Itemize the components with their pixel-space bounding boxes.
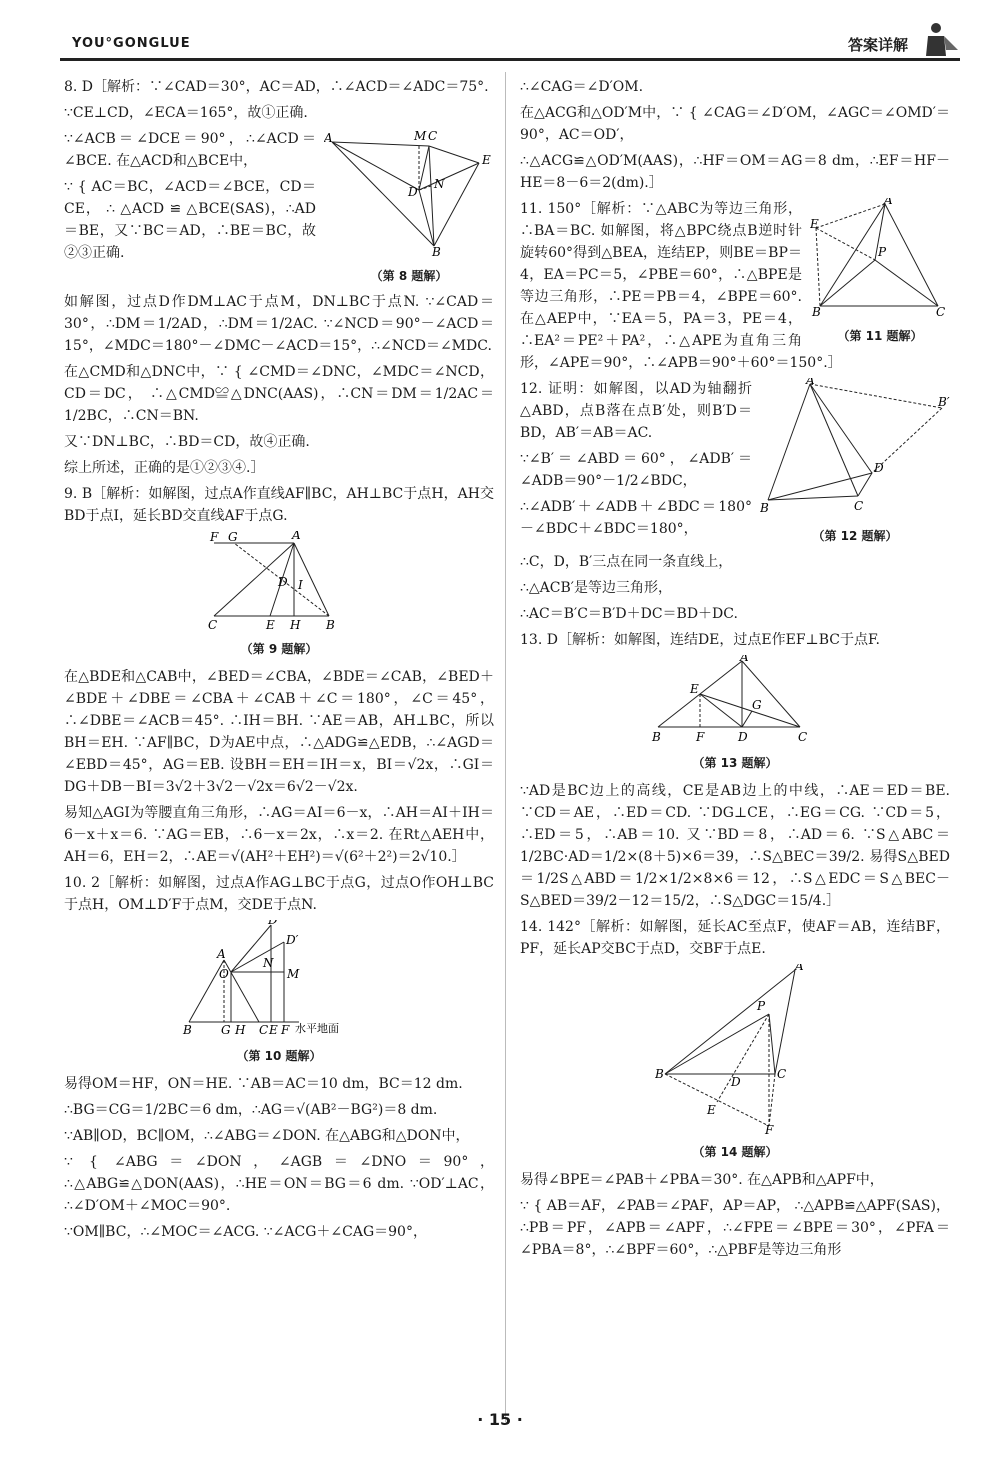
q9-line: 易知△AGI为等腰直角三角形，∴AG＝AI＝6－x，∴AH＝AI＋IH＝6－x＋x＝6. ∵AG＝EB，∴6－x＝2x，∴x＝2. 在Rt△AEH中，AH＝6，EH＝2，∴AE＝√(AH²＋EH²)＝√(6²＋2²)＝2√10.］ [64, 805, 494, 865]
q10-line: 在△ACG和△OD′M中，∵ { ∠CAG＝∠D′OM，∠AGC＝∠OMD′＝90°，AC＝OD′， [520, 105, 950, 143]
figure-caption: （第 13 题解） [692, 756, 778, 770]
section-title: 答案详解 [847, 36, 908, 54]
svg-text:A: A [806, 378, 815, 387]
page-number: · 15 · [477, 1410, 523, 1429]
svg-text:H: H [235, 1023, 246, 1037]
q8-line: 8. D［解析：∵∠CAD＝30°，AC＝AD，∴∠ACD＝∠ADC＝75°. [64, 79, 489, 95]
svg-text:B: B [326, 618, 335, 631]
q12-line: ∴∠ADB′＋∠ADB＋∠BDC＝180°－∠BDC＋∠BDC＝180°， [520, 499, 752, 537]
figure-caption: （第 9 题解） [240, 642, 318, 656]
svg-text:G: G [221, 1023, 231, 1037]
q14-line: 14. 142°［解析：如解图，延长AC至点F，使AF＝AB，连结BF，PF，延长AP交BC于点D，交BF于点E. [520, 919, 950, 957]
figure-q12 [760, 378, 950, 547]
svg-text:B′: B′ [938, 395, 950, 409]
figure-q14 [520, 964, 950, 1163]
svg-text:E: E [482, 153, 491, 167]
svg-text:B: B [183, 1023, 192, 1037]
q9-line: 在△BDE和△CAB中，∠BED＝∠CBA，∠BDE＝∠CAB，∠BED＋∠BDE＋∠DBE＝∠CBA＋∠CAB＋∠C＝180°，∠C＝45°，∴∠DBE＝∠ACB＝45°. ∴IH＝BH. ∵AE＝AB，AH⊥BC，所以BH＝EH. ∵AF∥BC，D为AE中点，∴△ADG≌△EDB，∴∠AGD＝∠EBD＝45°，AG＝EB. 设BH＝EH＝IH＝x，BI＝√2x，∴GI＝DG＋DB－BI＝3√2＋3√2－√2x＝6√2－√2x. [64, 669, 494, 795]
q8-line: 如解图，过点D作DM⊥AC于点M，DN⊥BC于点N. ∵∠CAD＝30°，∴DM＝1/2AD，∴DM＝1/2AC. ∵∠NCD＝90°－∠ACD＝15°，∠MDC＝180°－∠DMC－∠ACD＝15°，∴∠NCD＝∠MDC. [64, 294, 494, 354]
q10-line: 易得OM＝HF，ON＝HE. ∵AB＝AC＝10 dm，BC＝12 dm. [64, 1076, 463, 1092]
q10-line: ∵OM∥BC，∴∠MOC＝∠ACG. ∵∠ACG＋∠CAG＝90°， [64, 1224, 427, 1240]
svg-text:D: D [874, 461, 884, 475]
q10-line: ∵AB∥OD，BC∥OM，∴∠ABG＝∠DON. 在△ABG和△DON中， [64, 1128, 470, 1144]
svg-text:A: A [217, 947, 226, 961]
svg-text:A: A [884, 198, 893, 207]
svg-text:B: B [655, 1067, 664, 1081]
figure-caption: （第 8 题解） [370, 269, 448, 283]
svg-text:C: C [854, 499, 864, 513]
q14-line: 易得∠BPE＝∠PAB＋∠PBA＝30°. 在△APB和△APF中， [520, 1172, 884, 1188]
q12-line: ∴C，D，B′三点在同一条直线上， [520, 554, 733, 570]
svg-text:E: E [690, 682, 699, 696]
svg-text:F: F [696, 730, 705, 744]
page-header [60, 26, 960, 60]
q8-line: 又∵DN⊥BC，∴BD＝CD，故④正确. [64, 434, 310, 450]
q13-diagram [650, 655, 820, 745]
svg-text:I: I [298, 578, 303, 592]
figure-caption: （第 12 题解） [812, 529, 898, 543]
svg-text:A: A [795, 964, 804, 973]
svg-text:D′: D′ [286, 933, 299, 947]
svg-text:A: A [740, 655, 749, 664]
svg-text:F: F [210, 531, 219, 544]
q10-diagram [179, 920, 379, 1038]
svg-text:A: A [324, 131, 333, 145]
svg-text:C: C [259, 1023, 269, 1037]
svg-text:P: P [757, 999, 766, 1013]
svg-text:B: B [652, 730, 661, 744]
svg-text:B: B [432, 245, 441, 258]
figure-caption: （第 11 题解） [837, 329, 923, 343]
q8-line: ∵CE⊥CD，∠ECA＝165°，故①正确. [64, 105, 308, 121]
svg-text:B: B [812, 305, 821, 318]
svg-text:C: C [428, 129, 438, 143]
mascot-logo-icon [916, 20, 960, 60]
svg-text:M: M [287, 967, 300, 981]
svg-text:O: O [219, 967, 229, 981]
brand-label: YOU°GONGLUE [72, 36, 191, 51]
svg-text:H: H [290, 618, 301, 631]
svg-text:P: P [878, 245, 887, 259]
q13-line: 13. D［解析：如解图，连结DE，过点E作EF⊥BC于点F. [520, 632, 880, 648]
q10-line: ∴BG＝CG＝1/2BC＝6 dm，∴AG＝√(AB²－BG²)＝8 dm. [64, 1102, 438, 1118]
q11-diagram [810, 198, 950, 318]
q11-line: 11. 150°［解析：∵△ABC为等边三角形，∴BA＝BC. 如解图，将△BPC绕点B逆时针旋转60°得到△BEA，连结EP，则BE＝BP＝4，EA＝PC＝5，∠PBE＝60°，∴△BPE是等边三角形，∴PE＝PB＝4，∠BPE＝60°. 在△AEP中，∵EA＝5，PA＝3，PE＝4，∴EA²＝PE²＋PA²，∴△APE为直角三角形，∠APE＝90°，∴∠APB＝90°＋60°＝150°.］ [520, 201, 842, 371]
ground-label: 水平地面 [295, 1022, 339, 1035]
svg-text:C: C [936, 305, 946, 318]
figure-q9 [64, 531, 494, 660]
svg-text:A: A [292, 531, 301, 542]
q13-line: ∵AD是BC边上的高线，CE是AB边上的中线，∴AE＝ED＝BE. ∵CD＝AE，∴ED＝CD. ∵DG⊥CE，∴EG＝CG. ∵CD＝5，∴ED＝5，∴AB＝10. 又∵BD＝8，∴AD＝6. ∵S△ABC＝1/2BC·AD＝1/2×(8＋5)×6＝39，∴S△BEC＝39/2. 易得S△BED＝1/2S△ABD＝1/2×1/2×8×6＝12，∴S△EDC＝S△BEC－S△BED＝39/2－12＝15/2，∴S△DGC＝15/4.］ [520, 783, 950, 909]
q12-line: 12. 证明：如解图，以AD为轴翻折△ABD，点B落在点B′处，则B′D＝BD，AB′＝AB＝AC. [520, 381, 752, 441]
q10-line: 10. 2［解析：如解图，过点A作AG⊥BC于点G，过点O作OH⊥BC于点H，OM⊥D′F于点M，交DE于点N. [64, 875, 494, 913]
svg-text:C: C [798, 730, 808, 744]
q8-line: 综上所述，正确的是①②③④.］ [64, 460, 265, 476]
q8-line: ∵∠ACB＝∠DCE＝90°，∴∠ACD＝∠BCE. 在△ACD和△BCE中， [64, 131, 316, 169]
left-column [64, 76, 494, 1247]
svg-text:D: D [408, 185, 418, 199]
svg-text:N: N [263, 956, 274, 970]
q10-line: ∴∠CAG＝∠D′OM. [520, 79, 644, 95]
q12-line: ∵∠B′＝∠ABD＝60°，∠ADB′＝∠ADB＝90°－1/2∠BDC， [520, 451, 752, 489]
svg-text:F: F [765, 1123, 774, 1134]
q8-line: 在△CMD和△DNC中，∵ { ∠CMD＝∠DNC，∠MDC＝∠NCD，CD＝DC， ∴△CMD≌△DNC(AAS)，∴CN＝DM＝1/2AC＝1/2BC，∴CN＝BN. [64, 364, 494, 424]
right-column [520, 76, 950, 1265]
q9-line: 9. B［解析：如解图，过点A作直线AF∥BC，AH⊥BC于点H，AH交BD于点I，延长BD交直线AF于点G. [64, 486, 494, 524]
q14-line: ∵ { AB＝AF，∠PAB＝∠PAF，AP＝AP， ∴△APB≌△APF(SAS)，∴PB＝PF，∠APB＝∠APF，∴∠FPE＝∠BPE＝30°，∠PFA＝∠PBA＝8°，∴∠BPF＝60°，∴△PBF是等边三角形 [520, 1198, 950, 1258]
header-rule [60, 58, 960, 61]
svg-text:E: E [269, 1023, 278, 1037]
svg-text:B: B [760, 501, 769, 515]
q8-line: ∵ { AC＝BC，∠ACD＝∠BCE，CD＝CE， ∴ △ACD ≌ △BCE(SAS)，∴AD＝BE，又∵BC＝AD，∴BE＝BC，故②③正确. [64, 179, 316, 261]
figure-caption: （第 14 题解） [692, 1145, 778, 1159]
svg-text:E: E [810, 217, 819, 231]
svg-text:E: E [266, 618, 275, 631]
q12-line: ∴AC＝B′C＝B′D＋DC＝BD＋DC. [520, 606, 738, 622]
figure-q10 [64, 920, 494, 1067]
svg-text:E: E [707, 1103, 716, 1117]
figure-q13 [520, 655, 950, 774]
svg-text:G: G [228, 531, 238, 544]
q9-diagram [204, 531, 354, 631]
svg-text:C: C [208, 618, 218, 631]
svg-text:D: D [268, 920, 278, 927]
svg-text:F: F [281, 1023, 290, 1037]
svg-text:D: D [278, 575, 288, 589]
svg-text:N: N [434, 177, 445, 191]
svg-text:D: D [731, 1075, 741, 1089]
q14-diagram [655, 964, 815, 1134]
column-divider [505, 72, 506, 1422]
svg-text:C: C [777, 1067, 787, 1081]
q12-diagram [760, 378, 950, 518]
q12-line: ∴△ACB′是等边三角形， [520, 580, 672, 596]
q10-line: ∵ { ∠ABG＝∠DON，∠AGB＝∠DNO＝90°，∴△ABG≌△DON(AAS)，∴HE＝ON＝BG＝6 dm. ∵OD′⊥AC，∴∠D′OM＋∠MOC＝90°. [64, 1154, 494, 1214]
figure-q8 [324, 128, 494, 287]
svg-text:M: M [414, 129, 427, 143]
q8-diagram [324, 128, 494, 258]
figure-q11 [810, 198, 950, 347]
svg-text:D: D [738, 730, 748, 744]
figure-caption: （第 10 题解） [236, 1049, 322, 1063]
svg-text:G: G [752, 698, 762, 712]
q10-line: ∴△ACG≌△OD′M(AAS)，∴HF＝OM＝AG＝8 dm，∴EF＝HF－HE＝8－6＝2(dm).］ [520, 153, 950, 191]
